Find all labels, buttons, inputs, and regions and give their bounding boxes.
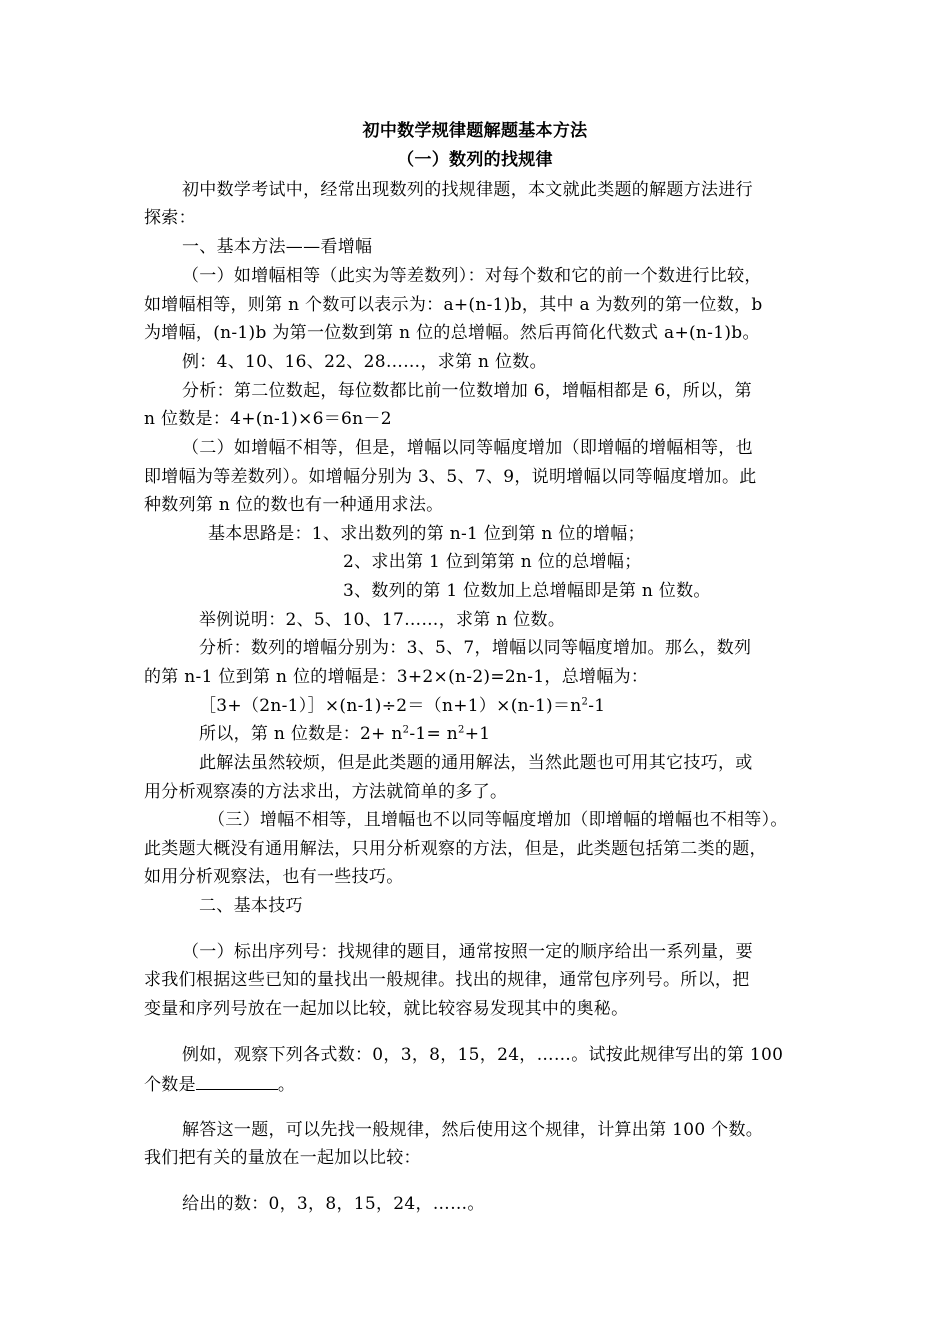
method-step: 基本思路是：1、求出数列的第 n-1 位到第 n 位的增幅；: [208, 524, 645, 544]
formula-line: [199, 693, 950, 719]
section-heading: 一、基本方法——看增幅: [182, 237, 373, 257]
paragraph-line: 求我们根据这些已知的量找出一般规律。找出的规律，通常包序列号。所以，把: [144, 970, 750, 990]
question-text: 个数是: [144, 1075, 196, 1095]
paragraph-line: 即增幅为等差数列）。如增幅分别为 3、5、7、9，说明增幅以同等幅度增加。此: [144, 467, 757, 487]
method-step: 3、数列的第 1 位数加上总增幅即是第 n 位数。: [343, 581, 711, 601]
analysis-line: 分析：第二位数起，每位数都比前一位数增加 6，增幅相都是 6，所以，第: [182, 381, 752, 401]
paragraph-line: （三）增幅不相等，且增幅也不以同等幅度增加（即增幅的增幅也不相等）。: [208, 810, 788, 830]
superscript: 2: [581, 696, 589, 708]
formula-text: 所以，第 n 位数是：2+ n: [199, 724, 403, 744]
analysis-line: n 位数是：4+(n-1)×6＝6n－2: [144, 409, 392, 429]
method-step: 2、求出第 1 位到第第 n 位的总增幅；: [343, 552, 642, 572]
paragraph-line: 此解法虽然较烦，但是此类题的通用解法，当然此题也可用其它技巧，或: [199, 753, 753, 773]
paragraph-line: 种数列第 n 位的数也有一种通用求法。: [144, 495, 444, 515]
paragraph-line: 此类题大概没有通用解法，只用分析观察的方法，但是，此类题包括第二类的题，: [144, 839, 767, 859]
example-line: 例：4、10、16、22、28……，求第 n 位数。: [182, 352, 547, 372]
analysis-line: 的第 n-1 位到第 n 位的增幅是：3+2×(n-2)=2n-1，总增幅为：: [144, 667, 649, 687]
example-line: [144, 1071, 950, 1097]
formula-text: -1: [588, 696, 606, 716]
document-subtitle: （一）数列的找规律: [397, 150, 553, 170]
formula-line: [199, 721, 950, 747]
question-text: 。: [277, 1075, 296, 1095]
paragraph-line: 解答这一题，可以先找一般规律，然后使用这个规律，计算出第 100 个数。: [182, 1120, 764, 1140]
paragraph-line: （一）如增幅相等（此实为等差数列）：对每个数和它的前一个数进行比较，: [182, 266, 762, 286]
superscript: 2: [402, 724, 410, 736]
paragraph-line: 初中数学考试中，经常出现数列的找规律题，本文就此类题的解题方法进行: [182, 180, 753, 200]
example-line: 例如，观察下列各式数：0，3，8，15，24，……。试按此规律写出的第 100: [182, 1045, 784, 1065]
paragraph-line: 探索：: [144, 208, 196, 228]
paragraph-line: 用分析观察凑的方法求出，方法就简单的多了。: [144, 782, 508, 802]
paragraph-line: （二）如增幅不相等，但是，增幅以同等幅度增加（即增幅的增幅相等，也: [182, 438, 753, 458]
formula-text: -1= n: [409, 724, 459, 744]
paragraph-line: 为增幅，(n-1)b 为第一位数到第 n 位的总增幅。然后再简化代数式 a+(n-1)b。: [144, 323, 760, 343]
formula-text: +1: [464, 724, 491, 744]
paragraph-line: 变量和序列号放在一起加以比较，就比较容易发现其中的奥秘。: [144, 999, 629, 1019]
example-line: 举例说明：2、5、10、17……，求第 n 位数。: [199, 610, 566, 630]
document-title: 初中数学规律题解题基本方法: [362, 121, 588, 141]
formula-text: ［3+（2n-1）］×(n-1)÷2＝（n+1）×(n-1)＝n: [199, 696, 582, 716]
paragraph-line: 给出的数：0，3，8，15，24，……。: [182, 1194, 485, 1214]
answer-blank: [196, 1071, 278, 1090]
paragraph-line: （一）标出序列号：找规律的题目，通常按照一定的顺序给出一系列量，要: [182, 942, 753, 962]
analysis-line: 分析：数列的增幅分别为：3、5、7，增幅以同等幅度增加。那么，数列: [199, 638, 752, 658]
paragraph-line: 如用分析观察法，也有一些技巧。: [144, 867, 404, 887]
paragraph-line: 如增幅相等，则第 n 个数可以表示为：a+(n-1)b，其中 a 为数列的第一位数，b: [144, 295, 763, 315]
paragraph-line: 我们把有关的量放在一起加以比较：: [144, 1148, 421, 1168]
section-heading: 二、基本技巧: [199, 896, 303, 916]
superscript: 2: [458, 724, 465, 736]
